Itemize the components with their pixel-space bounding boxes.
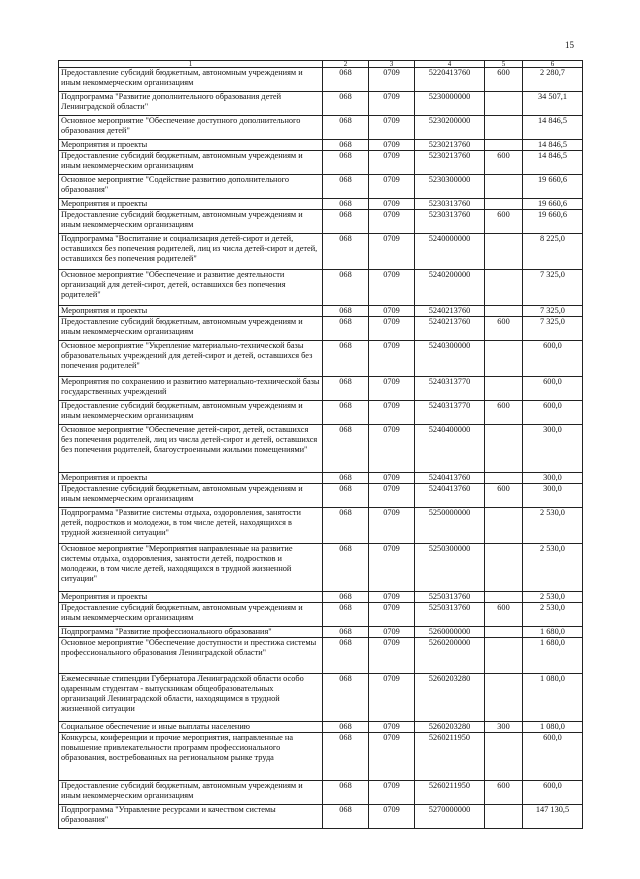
table-row [59,175,583,199]
row-target-cell: 5240313770 [415,401,485,425]
row-expense-type-cell: 600 [485,781,523,805]
row-code-cell: 068 [323,151,369,175]
header-col-2: 2 [323,61,369,68]
row-expense-type-cell [485,592,523,603]
row-expense-type-cell [485,377,523,401]
row-code-cell: 068 [323,484,369,508]
row-section-cell: 0709 [369,92,415,116]
row-code-cell: 068 [323,199,369,210]
row-section-cell: 0709 [369,175,415,199]
row-target-cell: 5260203280 [415,722,485,733]
row-code-cell: 068 [323,175,369,199]
row-code-cell: 068 [323,341,369,377]
row-code-cell: 068 [323,592,369,603]
row-section-cell: 0709 [369,603,415,627]
row-amount-cell: 14 846,5 [523,140,583,151]
row-amount-cell: 34 507,1 [523,92,583,116]
row-name-cell: Подпрограмма "Воспитание и социализация детей-сирот и детей, оставшихся без попечения родителей, лиц из числа детей-сирот и детей, оставшихся без попечения родителей" [59,234,323,270]
row-target-cell: 5250000000 [415,508,485,544]
row-amount-cell: 300,0 [523,484,583,508]
row-amount-cell: 14 846,5 [523,116,583,140]
row-code-cell: 068 [323,805,369,829]
row-target-cell: 5240313770 [415,377,485,401]
row-code-cell: 068 [323,722,369,733]
row-name-cell: Мероприятия и проекты [59,199,323,210]
row-target-cell: 5240413760 [415,473,485,484]
row-section-cell: 0709 [369,805,415,829]
header-col-6: 6 [523,61,583,68]
row-amount-cell: 19 660,6 [523,210,583,234]
row-expense-type-cell [485,92,523,116]
budget-table [58,60,583,829]
row-name-cell: Основное мероприятие "Обеспечение и развитие деятельности организаций для детей-сирот, детей, оставшихся без попечения родителей" [59,270,323,306]
row-code-cell: 068 [323,68,369,92]
header-col-3: 3 [369,61,415,68]
row-amount-cell: 2 530,0 [523,603,583,627]
row-amount-cell: 1 080,0 [523,674,583,722]
row-expense-type-cell [485,805,523,829]
row-section-cell: 0709 [369,210,415,234]
row-target-cell: 5230213760 [415,151,485,175]
row-name-cell: Предоставление субсидий бюджетным, автономным учреждениям и иным некоммерческим организациям [59,151,323,175]
row-expense-type-cell [485,733,523,781]
row-code-cell: 068 [323,116,369,140]
row-section-cell: 0709 [369,341,415,377]
table-row [59,341,583,377]
row-expense-type-cell: 600 [485,484,523,508]
header-col-4: 4 [415,61,485,68]
table-row [59,508,583,544]
row-amount-cell: 1 080,0 [523,722,583,733]
row-name-cell: Конкурсы, конференции и прочие мероприятия, направленные на повышение привлекательности программ профессионального образования, востребованных на региональном рынке труда [59,733,323,781]
row-expense-type-cell: 600 [485,603,523,627]
row-target-cell: 5260200000 [415,638,485,674]
row-amount-cell: 600,0 [523,781,583,805]
row-code-cell: 068 [323,234,369,270]
table-row [59,722,583,733]
row-amount-cell: 1 680,0 [523,627,583,638]
table-row [59,199,583,210]
table-header-row [59,61,583,68]
row-target-cell: 5230200000 [415,116,485,140]
row-target-cell: 5240213760 [415,317,485,341]
row-amount-cell: 300,0 [523,473,583,484]
row-name-cell: Мероприятия и проекты [59,306,323,317]
header-col-5: 5 [485,61,523,68]
table-row [59,805,583,829]
row-name-cell: Мероприятия и проекты [59,140,323,151]
row-expense-type-cell [485,175,523,199]
row-code-cell: 068 [323,544,369,592]
row-name-cell: Мероприятия и проекты [59,473,323,484]
row-code-cell: 068 [323,270,369,306]
row-expense-type-cell [485,544,523,592]
table-row [59,270,583,306]
table-row [59,401,583,425]
row-amount-cell: 600,0 [523,341,583,377]
row-amount-cell: 300,0 [523,425,583,473]
row-name-cell: Основное мероприятие "Укрепление материально-технической базы образовательных учреждений для детей-сирот и детей, оставшихся без попечения родителей" [59,341,323,377]
row-target-cell: 5260203280 [415,674,485,722]
row-section-cell: 0709 [369,425,415,473]
row-target-cell: 5250300000 [415,544,485,592]
row-amount-cell: 2 530,0 [523,508,583,544]
row-code-cell: 068 [323,425,369,473]
table-row [59,306,583,317]
row-amount-cell: 7 325,0 [523,317,583,341]
row-code-cell: 068 [323,92,369,116]
row-amount-cell: 7 325,0 [523,306,583,317]
row-name-cell: Предоставление субсидий бюджетным, автономным учреждениям и иным некоммерческим организациям [59,603,323,627]
row-section-cell: 0709 [369,234,415,270]
row-section-cell: 0709 [369,270,415,306]
row-code-cell: 068 [323,140,369,151]
row-target-cell: 5250313760 [415,592,485,603]
row-name-cell: Основное мероприятие "Содействие развитию дополнительного образования" [59,175,323,199]
row-expense-type-cell: 600 [485,210,523,234]
row-target-cell: 5230300000 [415,175,485,199]
row-section-cell: 0709 [369,473,415,484]
row-name-cell: Предоставление субсидий бюджетным, автономным учреждениям и иным некоммерческим организациям [59,68,323,92]
row-amount-cell: 600,0 [523,733,583,781]
row-expense-type-cell: 300 [485,722,523,733]
row-amount-cell: 2 280,7 [523,68,583,92]
table-row [59,377,583,401]
row-target-cell: 5220413760 [415,68,485,92]
row-amount-cell: 1 680,0 [523,638,583,674]
row-name-cell: Предоставление субсидий бюджетным, автономным учреждениям и иным некоммерческим организациям [59,401,323,425]
row-section-cell: 0709 [369,317,415,341]
row-name-cell: Мероприятия и проекты [59,592,323,603]
row-expense-type-cell: 600 [485,401,523,425]
row-section-cell: 0709 [369,722,415,733]
row-expense-type-cell: 600 [485,151,523,175]
table-row [59,781,583,805]
row-section-cell: 0709 [369,377,415,401]
table-row [59,317,583,341]
table-row [59,140,583,151]
row-expense-type-cell [485,627,523,638]
row-expense-type-cell [485,199,523,210]
table-row [59,674,583,722]
row-target-cell: 5260000000 [415,627,485,638]
table-row [59,603,583,627]
row-name-cell: Социальное обеспечение и иные выплаты населению [59,722,323,733]
row-target-cell: 5260211950 [415,733,485,781]
row-name-cell: Подпрограмма "Развитие системы отдыха, оздоровления, занятости детей, подростков и молодежи, в том числе детей, находящихся в трудной жизненной ситуации" [59,508,323,544]
row-amount-cell: 147 130,5 [523,805,583,829]
row-expense-type-cell [485,638,523,674]
row-code-cell: 068 [323,733,369,781]
row-section-cell: 0709 [369,151,415,175]
row-code-cell: 068 [323,627,369,638]
row-code-cell: 068 [323,603,369,627]
row-target-cell: 5270000000 [415,805,485,829]
row-section-cell: 0709 [369,638,415,674]
table-row [59,116,583,140]
row-target-cell: 5230213760 [415,140,485,151]
row-code-cell: 068 [323,508,369,544]
row-target-cell: 5240300000 [415,341,485,377]
row-name-cell: Ежемесячные стипендии Губернатора Ленинградской области особо одаренным студентам - выпускникам общеобразовательных организаций Ленинградской области, находящимся в трудной жизненной ситуации [59,674,323,722]
row-expense-type-cell [485,234,523,270]
row-code-cell: 068 [323,781,369,805]
row-code-cell: 068 [323,674,369,722]
row-name-cell: Основное мероприятие "Обеспечение детей-сирот, детей, оставшихся без попечения родителей, лиц из числа детей-сирот и детей, оставшихся без попечения родителей, благоустроенными жилыми помещениями" [59,425,323,473]
row-target-cell: 5230000000 [415,92,485,116]
table-row [59,68,583,92]
row-expense-type-cell [485,116,523,140]
row-name-cell: Основное мероприятие "Мероприятия направленные на развитие системы отдыха, оздоровления, занятости детей, подростков и молодежи, в том числе детей, находящихся в трудной жизненной ситуации" [59,544,323,592]
row-amount-cell: 600,0 [523,377,583,401]
row-target-cell: 5240213760 [415,306,485,317]
row-section-cell: 0709 [369,508,415,544]
row-section-cell: 0709 [369,733,415,781]
row-name-cell: Подпрограмма "Развитие профессионального образования" [59,627,323,638]
row-section-cell: 0709 [369,306,415,317]
row-expense-type-cell [485,341,523,377]
row-name-cell: Основное мероприятие "Обеспечение доступности и престижа системы профессионального образования Ленинградской области" [59,638,323,674]
row-name-cell: Предоставление субсидий бюджетным, автономным учреждениям и иным некоммерческим организациям [59,210,323,234]
row-section-cell: 0709 [369,484,415,508]
row-expense-type-cell: 600 [485,317,523,341]
row-section-cell: 0709 [369,401,415,425]
row-name-cell: Мероприятия по сохранению и развитию материально-технической базы государственных учреждений [59,377,323,401]
table-row [59,473,583,484]
row-amount-cell: 2 530,0 [523,592,583,603]
row-section-cell: 0709 [369,627,415,638]
row-name-cell: Предоставление субсидий бюджетным, автономным учреждениям и иным некоммерческим организациям [59,781,323,805]
row-expense-type-cell: 600 [485,68,523,92]
table-row [59,151,583,175]
row-target-cell: 5230313760 [415,199,485,210]
row-section-cell: 0709 [369,199,415,210]
table-row [59,592,583,603]
row-expense-type-cell [485,306,523,317]
table-row [59,627,583,638]
page-number: 15 [565,40,574,50]
row-target-cell: 5240413760 [415,484,485,508]
row-section-cell: 0709 [369,116,415,140]
table-row [59,638,583,674]
row-target-cell: 5240000000 [415,234,485,270]
table-row [59,544,583,592]
row-section-cell: 0709 [369,68,415,92]
row-amount-cell: 2 530,0 [523,544,583,592]
row-target-cell: 5230313760 [415,210,485,234]
table-row [59,425,583,473]
row-section-cell: 0709 [369,544,415,592]
row-expense-type-cell [485,674,523,722]
row-target-cell: 5240400000 [415,425,485,473]
row-code-cell: 068 [323,473,369,484]
budget-table-body [59,61,583,829]
table-row [59,484,583,508]
table-row [59,733,583,781]
row-amount-cell: 14 846,5 [523,151,583,175]
row-expense-type-cell [485,473,523,484]
row-target-cell: 5260211950 [415,781,485,805]
table-row [59,92,583,116]
row-code-cell: 068 [323,210,369,234]
row-section-cell: 0709 [369,140,415,151]
row-name-cell: Основное мероприятие "Обеспечение доступного дополнительного образования детей" [59,116,323,140]
row-target-cell: 5250313760 [415,603,485,627]
row-name-cell: Подпрограмма "Развитие дополнительного образования детей Ленинградской области" [59,92,323,116]
row-amount-cell: 19 660,6 [523,199,583,210]
row-amount-cell: 19 660,6 [523,175,583,199]
row-amount-cell: 600,0 [523,401,583,425]
row-name-cell: Подпрограмма "Управление ресурсами и качеством системы образования" [59,805,323,829]
row-code-cell: 068 [323,317,369,341]
row-code-cell: 068 [323,306,369,317]
row-code-cell: 068 [323,377,369,401]
row-expense-type-cell [485,508,523,544]
row-amount-cell: 8 225,0 [523,234,583,270]
row-amount-cell: 7 325,0 [523,270,583,306]
row-section-cell: 0709 [369,592,415,603]
row-target-cell: 5240200000 [415,270,485,306]
table-row [59,234,583,270]
row-expense-type-cell [485,270,523,306]
row-code-cell: 068 [323,638,369,674]
row-expense-type-cell [485,140,523,151]
row-section-cell: 0709 [369,674,415,722]
table-row [59,210,583,234]
row-code-cell: 068 [323,401,369,425]
header-col-1: 1 [59,61,323,68]
row-name-cell: Предоставление субсидий бюджетным, автономным учреждениям и иным некоммерческим организациям [59,317,323,341]
row-section-cell: 0709 [369,781,415,805]
row-expense-type-cell [485,425,523,473]
row-name-cell: Предоставление субсидий бюджетным, автономным учреждениям и иным некоммерческим организациям [59,484,323,508]
